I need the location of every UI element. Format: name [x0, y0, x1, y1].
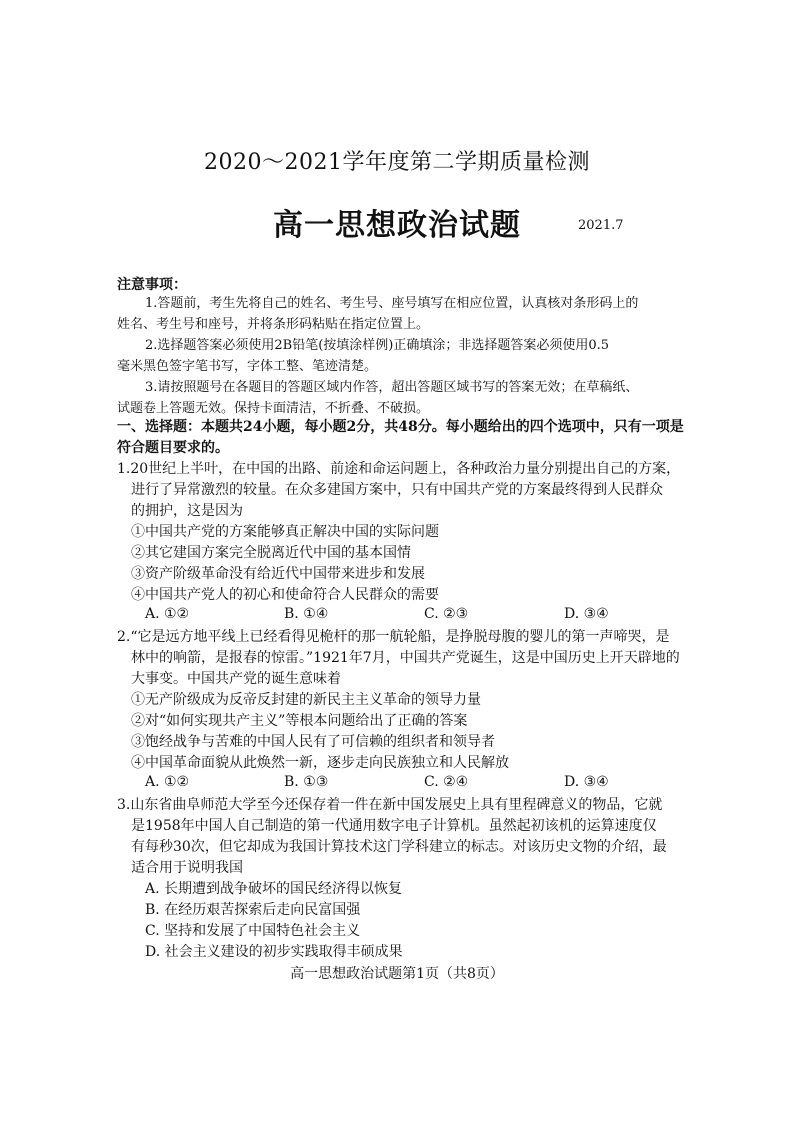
- notice-line: 姓名、考生号和座号，并将条形码粘贴在指定位置上。: [117, 317, 430, 332]
- question-item: ④中国革命面貌从此焕然一新，逐步走向民族独立和人民解放: [131, 755, 509, 771]
- question-stem: 的拥护，这是因为: [131, 503, 243, 519]
- question-item: ④中国共产党人的初心和使命符合人民群众的需要: [131, 587, 439, 603]
- question-stem: 2.“它是远方地平线上已经看得见桅杆的那一航轮船，是挣脱母腹的婴儿的第一声啼哭，是: [117, 629, 670, 645]
- choice: D. 社会主义建设的初步实践取得丰硕成果: [145, 944, 403, 960]
- question-item: ①无产阶级成为反帝反封建的新民主主义革命的领导力量: [131, 692, 481, 708]
- question-stem: 是1958年中国人自己制造的第一代通用数字电子计算机。虽然起初该机的运算速度仅: [131, 818, 657, 834]
- notice-line: 毫米黑色签字笔书写，字体工整、笔迹清楚。: [117, 359, 378, 374]
- question-stem: 1.20世纪上半叶，在中国的出路、前途和命运问题上，各种政治力量分别提出自己的方案，: [117, 461, 681, 477]
- question-stem: 3.山东省曲阜师范大学至今还保存着一件在新中国发展史上具有里程碑意义的物品，它就: [117, 797, 663, 813]
- page-title: 2020～2021学年度第二学期质量检测: [204, 150, 590, 175]
- question-item: ③资产阶级革命没有给近代中国带来进步和发展: [131, 566, 425, 582]
- section-instruction: 符合题目要求的。: [117, 440, 229, 456]
- option: A. ①②: [145, 774, 190, 790]
- question-item: ③饱经战争与苦难的中国人民有了可信赖的组织者和领导者: [131, 734, 495, 750]
- notice-heading: 注意事项：: [117, 277, 187, 293]
- subject-title: 高一思想政治试题: [273, 208, 521, 243]
- question-item: ②其它建国方案完全脱离近代中国的基本国情: [131, 545, 411, 561]
- option: C. ②③: [424, 606, 469, 622]
- page-footer: 高一思想政治试题第1页（共8页）: [290, 966, 504, 982]
- section-instruction: 一、选择题：本题共24小题，每小题2分，共48分。每小题给出的四个选项中，只有一项是: [117, 419, 684, 435]
- choice: A. 长期遭到战争破坏的国民经济得以恢复: [145, 881, 403, 897]
- choice: C. 坚持和发展了中国特色社会主义: [145, 923, 361, 939]
- option: D. ③④: [564, 774, 609, 790]
- notice-line: 3.请按照题号在各题目的答题区域内作答，超出答题区域书写的答案无效；在草稿纸、: [145, 380, 639, 395]
- option: C. ②④: [424, 774, 469, 790]
- option: B. ①④: [284, 606, 329, 622]
- question-item: ①中国共产党的方案能够真正解决中国的实际问题: [131, 524, 439, 540]
- option: D. ③④: [564, 606, 609, 622]
- choice: B. 在经历艰苦探索后走向民富国强: [145, 902, 361, 918]
- question-stem: 进行了异常激烈的较量。在众多建国方案中，只有中国共产党的方案最终得到人民群众: [131, 482, 663, 498]
- notice-line: 试题卷上答题无效。保持卡面清洁，不折叠、不破损。: [117, 401, 430, 416]
- notice-line: 1.答题前，考生先将自己的姓名、考生号、座号填写在相应位置，认真核对条形码上的: [145, 296, 639, 311]
- question-stem: 林中的响箭，是报春的惊雷。”1921年7月，中国共产党诞生，这是中国历史上开天辟地的: [131, 650, 680, 666]
- question-stem: 有每秒30次，但它却成为我国计算技术这门学科建立的标志。对该历史文物的介绍，最: [131, 839, 667, 855]
- exam-date: 2021.7: [578, 218, 624, 233]
- question-stem: 适合用于说明我国: [131, 860, 243, 876]
- notice-line: 2.选择题答案必须使用2B铅笔(按填涂样例)正确填涂；非选择题答案必须使用0.5: [145, 338, 610, 353]
- option: A. ①②: [145, 606, 190, 622]
- option: B. ①③: [284, 774, 329, 790]
- question-item: ②对“如何实现共产主义”等根本问题给出了正确的答案: [131, 713, 468, 729]
- question-stem: 大事变。中国共产党的诞生意味着: [131, 671, 341, 687]
